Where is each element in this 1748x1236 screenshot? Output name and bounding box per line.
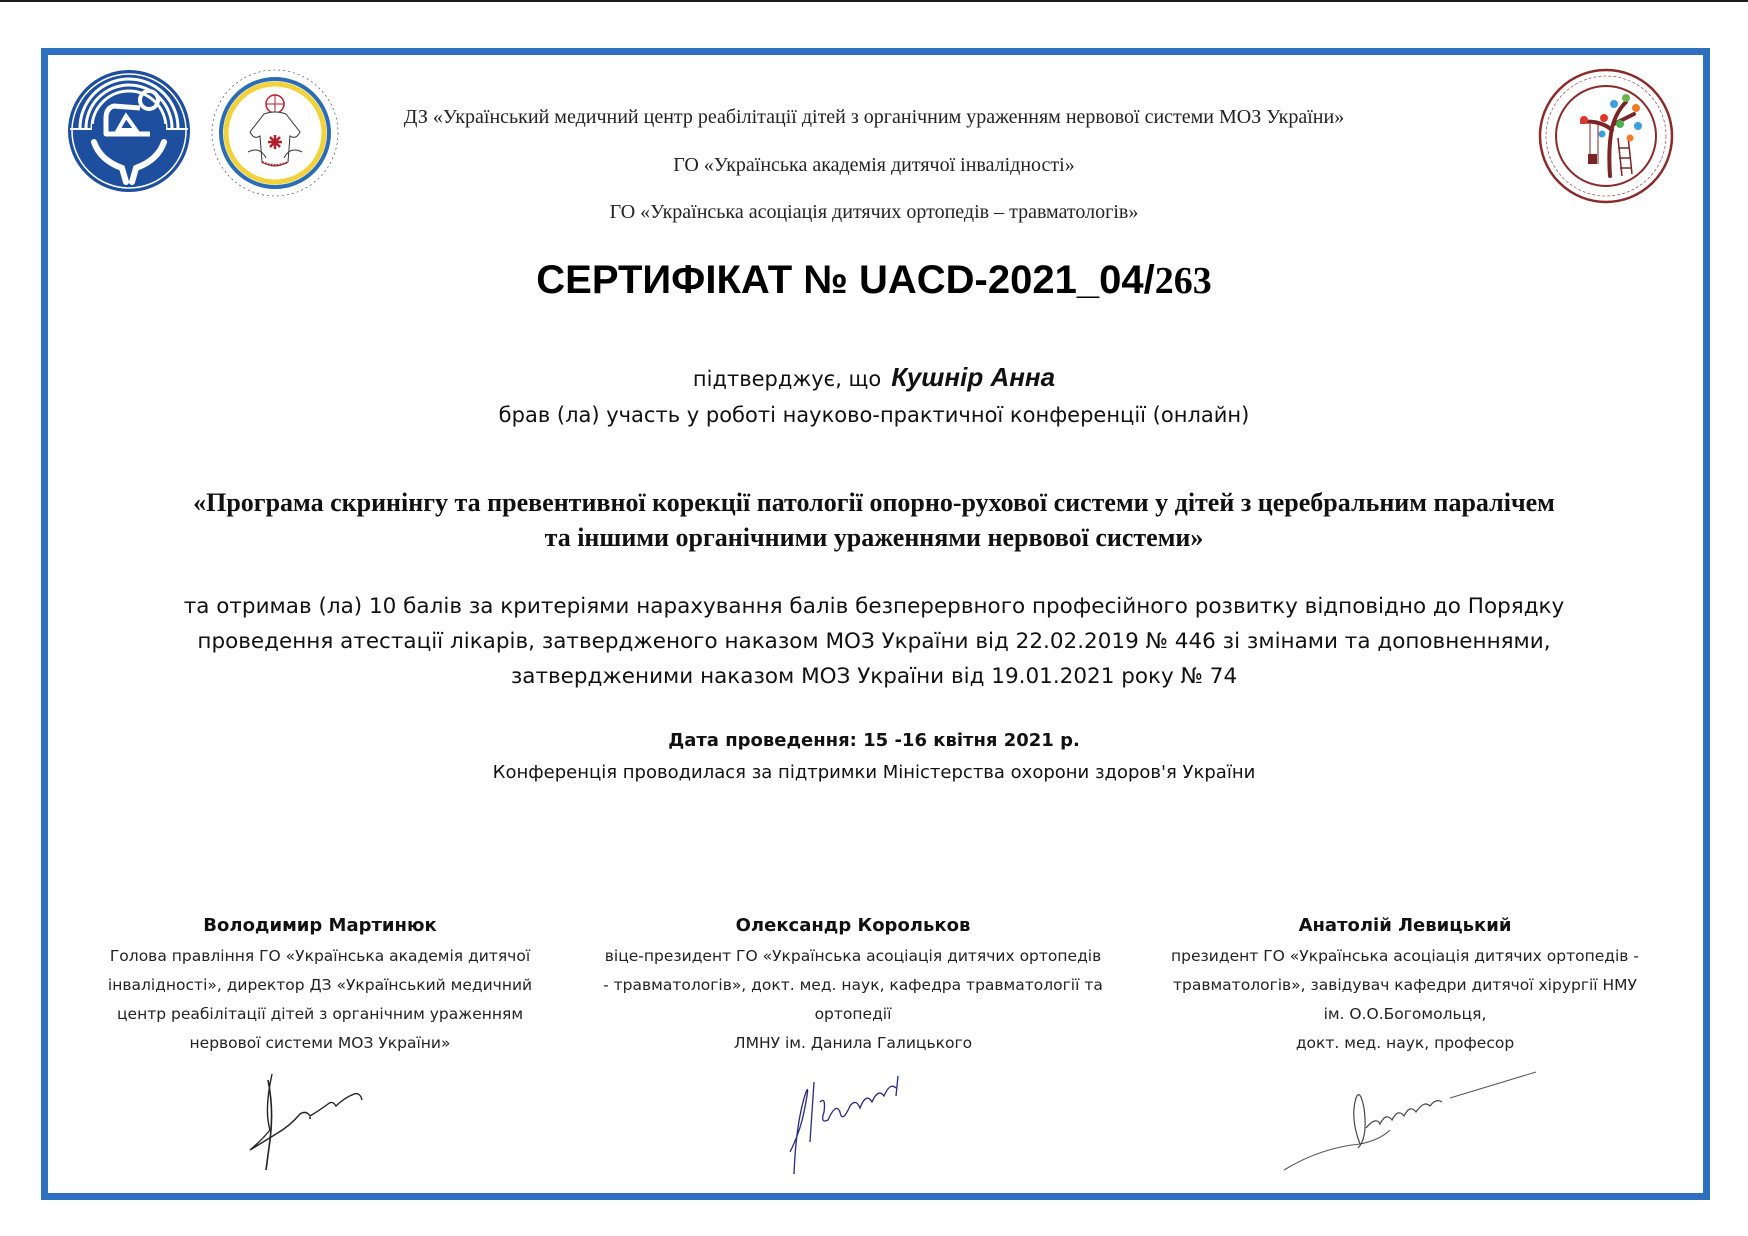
signatory-role-line: докт. мед. наук, професор: [1295, 1034, 1515, 1052]
certificate-title: [0, 258, 1748, 303]
signatory-role-line: центр реабілітації дітей з органічним ураженням: [116, 1005, 524, 1023]
points-text-line-2: проведення атестації лікарів, затвердженого наказом МОЗ України від 22.02.2019 № 446 зі змінами та доповненнями,: [197, 629, 1551, 654]
top-edge-line: [0, 0, 1748, 2]
signatory-role-line: - травматологів», докт. мед. наук, кафедра травматології та: [603, 976, 1103, 994]
participant-name: Кушнір Анна: [891, 362, 1056, 392]
header-org-2: ГО «Українська академія дитячої інвалідності»: [673, 154, 1075, 176]
signatory-role-line: ЛМНУ ім. Данила Галицького: [733, 1034, 973, 1052]
participation-text: брав (ла) участь у роботі науково-практичної конференції (онлайн): [498, 403, 1250, 427]
signatory-role-line: Голова правління ГО «Українська академія дитячої: [109, 947, 531, 965]
support-text: Конференція проводилася за підтримки Міністерства охорони здоров'я України: [492, 762, 1256, 783]
signatory-role-line: ортопедії: [814, 1005, 892, 1023]
signatory-role-line: віце-президент ГО «Українська асоціація дитячих ортопедів: [604, 947, 1102, 965]
signature-levytskyi: [1280, 1068, 1540, 1178]
points-text-line-1: та отримав (ла) 10 балів за критеріями нарахування балів безперервного професійного розвитку відповідно до Порядку: [183, 594, 1565, 619]
signatory-name: Анатолій Левицький: [1298, 915, 1512, 936]
signatory-1: [70, 910, 570, 1058]
signatory-name: Володимир Мартинюк: [203, 915, 437, 936]
signatory-2: [578, 910, 1128, 1058]
signatory-role-line: нервової системи МОЗ України»: [189, 1034, 451, 1052]
header-org-1: ДЗ «Український медичний центр реабілітації дітей з органічним ураженням нервової системи МОЗ України»: [403, 106, 1345, 128]
program-title-line-1: «Програма скринінгу та превентивної корекції патології опорно-рухової системи у дітей з церебральним паралічем: [193, 488, 1555, 517]
signatory-role-line: ім. О.О.Богомольця,: [1323, 1005, 1487, 1023]
signature-martyniuk: [240, 1070, 400, 1180]
certificate-number: 263: [1154, 260, 1212, 302]
signatory-role-line: інвалідності», директор ДЗ «Український медичний: [107, 976, 533, 994]
certificate-title-prefix: СЕРТИФІКАТ № UACD-2021_04/: [536, 258, 1155, 302]
points-text-line-3: затвердженими наказом МОЗ України від 19.01.2021 року № 74: [510, 664, 1238, 689]
header-org-3: ГО «Українська асоціація дитячих ортопедів – травматологів»: [609, 201, 1139, 223]
pediatric-orthopedists-association-logo: [1538, 68, 1674, 204]
event-date: Дата проведення: 15 -16 квітня 2021 р.: [668, 730, 1080, 751]
confirms-text: підтверджує, що: [692, 367, 882, 391]
signatory-role-line: президент ГО «Українська асоціація дитячих ортопедів -: [1171, 947, 1639, 965]
program-title-line-2: та іншими органічними ураженнями нервової системи»: [544, 523, 1204, 552]
confirmation-line: [0, 362, 1748, 393]
signatory-role-line: травматологів», завідувач кафедри дитячої хірургії НМУ: [1172, 976, 1638, 994]
signatory-name: Олександр Корольков: [735, 915, 971, 936]
ukrainian-academy-childhood-disability-logo: [204, 62, 346, 204]
signature-korolkov: [780, 1062, 980, 1182]
signatory-3: [1135, 910, 1675, 1058]
